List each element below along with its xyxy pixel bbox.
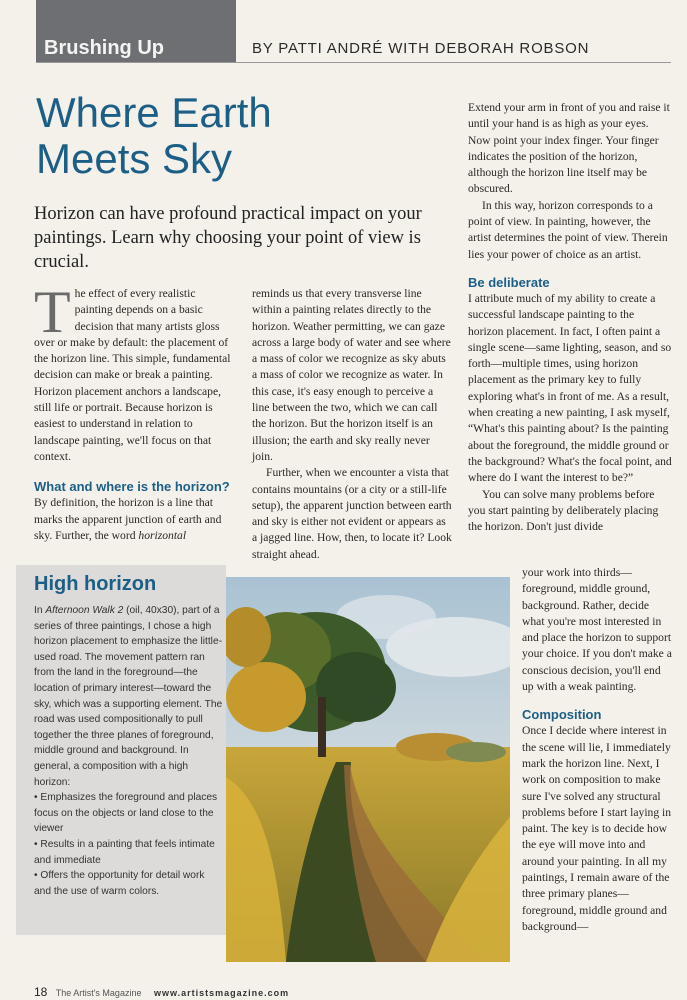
byline: BY PATTI ANDRÉ WITH DEBORAH ROBSON — [252, 40, 590, 57]
subhead-be-deliberate: Be deliberate — [468, 274, 550, 290]
intro-paragraph — [34, 279, 234, 465]
magazine-url[interactable]: www.artistsmagazine.com — [153, 988, 290, 998]
subhead-what-where: What and where is the horizon? — [34, 479, 230, 495]
column-3-continued — [522, 565, 674, 935]
sidebar-title: High horizon — [34, 573, 157, 595]
definition-text: By definition, the horizon is a line that marks the apparent junction of earth and sky. Further, the word — [34, 496, 222, 542]
sidebar-intro-a: In — [34, 605, 46, 616]
sidebar-bullet: • Results in a painting that feels intimate and immediate — [34, 837, 224, 868]
definition-paragraph — [34, 495, 234, 544]
section-label: Brushing Up — [44, 37, 164, 59]
col3-paragraph-3: I attribute much of my ability to create a successful landscape painting to the horizon placement. In fact, I often paint a single scene—same lighting, season, and so forth—multiple times, using horizon placement as the primary key to fully exploring what's in front of me. As a result, when creating a new painting, I ask myself, “What's this painting about? Is the painting about the foreground, the middle ground or the background? What's the focal point, and where do I want the interest to be?” — [468, 291, 672, 485]
sidebar-body — [34, 603, 224, 899]
sidebar-bullets — [34, 790, 224, 899]
col3-paragraph-1: Extend your arm in front of you and raise it until your hand is as high as your eyes. Now point your index finger. Your finger indicates the position of the horizon, although the horizon line itself may be obscured. — [468, 101, 670, 196]
sidebar-bullet: • Emphasizes the foreground and places focus on the objects or land close to the viewer — [34, 790, 224, 837]
header-rule — [36, 62, 671, 63]
col2-paragraph-1: reminds us that every transverse line within a painting relates directly to the horizon. Weather permitting, we can gaze across a large body of water and see where a mass of color we recognize as sky abuts a mass of color we recognize as water. In this case, it's easy enough to perceive a line between the two, which we can call the horizon. But the horizon itself is an illusion; the earth and sky really never join. — [252, 287, 451, 463]
col3-paragraph-5: Once I decide where interest in the scene will lie, I immediately mark the horizon line. Next, I work on composition to make sure I've solved any structural problems before I start laying in paint. The key is to decide how the eye will move into and around your painting. In all my paintings, I remain aware of the three primary planes—foreground, middle ground and background— — [522, 724, 672, 933]
horizontal-emphasis: horizontal — [138, 528, 187, 542]
article-dek: Horizon can have profound practical impact on your paintings. Learn why choosing your point of view is crucial. — [34, 204, 422, 272]
title-line-1: Where Earth — [36, 89, 272, 136]
col3-paragraph-4a: You can solve many problems before you start painting by deliberately placing the horizon. Don't just divide — [468, 487, 659, 534]
column-2 — [252, 286, 452, 563]
column-3 — [468, 100, 672, 535]
sidebar-high-horizon — [16, 565, 226, 935]
magazine-name: The Artist's Magazine — [55, 988, 142, 998]
painting-title: Afternoon Walk 2 — [45, 605, 124, 616]
sidebar-intro — [34, 603, 224, 790]
column-1 — [34, 279, 234, 544]
title-line-2: Meets Sky — [36, 135, 233, 182]
subhead-composition: Composition — [522, 707, 602, 723]
landscape-painting — [226, 577, 510, 962]
drop-cap: T — [34, 279, 71, 345]
sidebar-bullet: • Offers the opportunity for detail work and the use of warm colors. — [34, 868, 224, 899]
sidebar-intro-b: (oil, 40x30), part of a series of three paintings, I chose a high horizon placement to emphasize the little-used road. The movement pattern ran from the land in the foreground—the location of primary interest—toward the sky, which was a supporting element. The road was used compositionally to pull together the three planes of foreground, middle ground and background. In general, a composition with a high horizon: — [34, 605, 223, 788]
col3-paragraph-2: In this way, horizon corresponds to a point of view. In painting, however, the artist determines the point of view. Therein lies your power of choice as an artist. — [468, 198, 668, 261]
page-number: 18 — [34, 985, 48, 999]
article-title — [36, 90, 336, 182]
page-footer — [34, 985, 289, 999]
col3-paragraph-4b: your work into thirds—foreground, middle ground, background. Rather, decide what you're most interested in and place the horizon to support your choice. If you don't make a conscious decision, you'll end up with a weak painting. — [522, 566, 672, 694]
section-tab — [36, 0, 236, 62]
painting-image — [226, 577, 510, 962]
intro-text: he effect of every realistic painting depends on a basic decision that many artists gloss over or make by default: the placement of the horizon line. This simple, fundamental decision can make or break a painting. Horizon placement anchors a landscape, still life or portrait. Because horizon is easiest to understand in relation to landscape painting, we'll focus on that context. — [34, 287, 231, 463]
col2-paragraph-2: Further, when we encounter a vista that contains mountains (or a city or a still-life setup), the apparent junction between earth and sky is either not evident or appears as a jagged line. How, then, to locate it? Look straight ahead. — [252, 466, 452, 561]
